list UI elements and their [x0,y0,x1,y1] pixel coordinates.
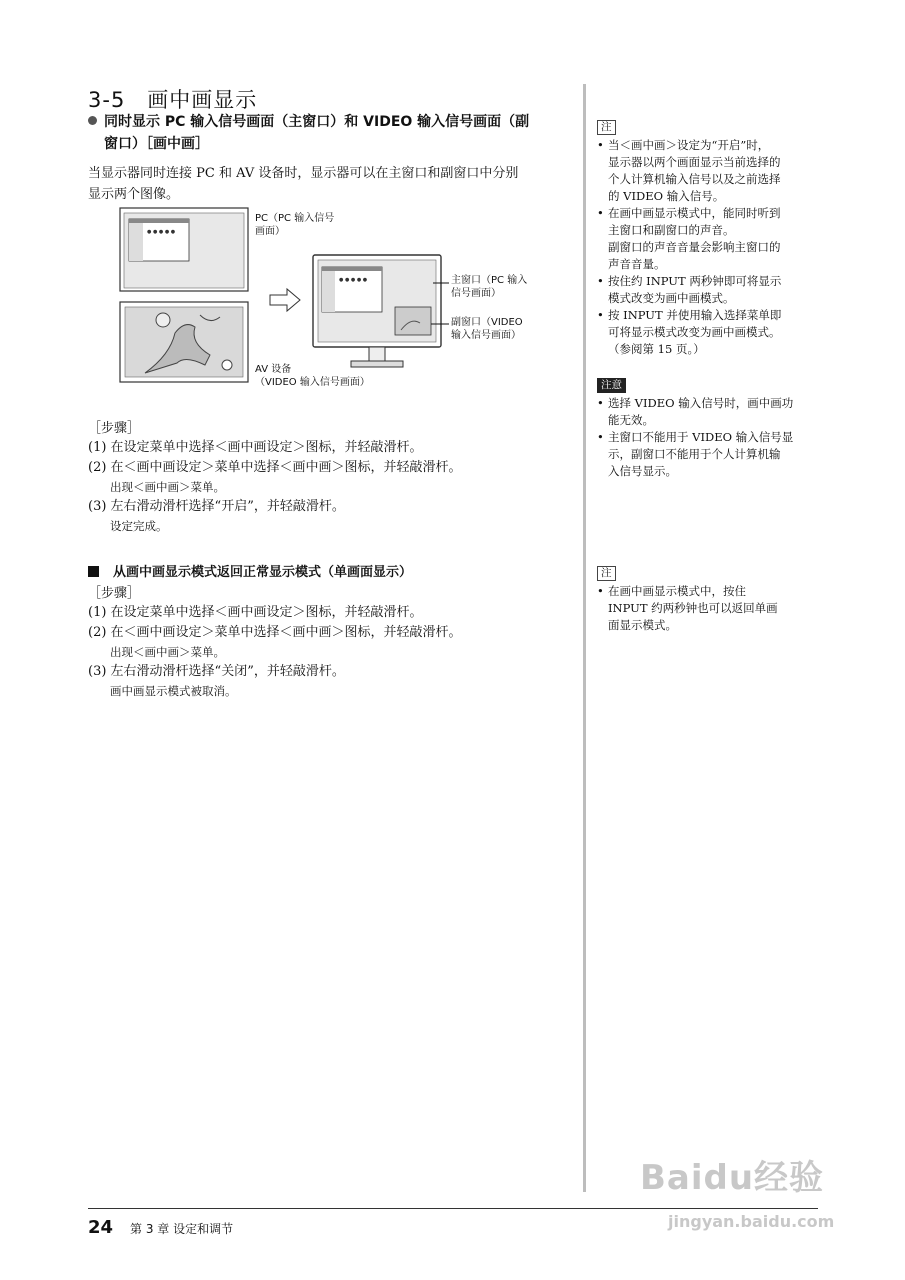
arrow-right-icon [270,289,300,311]
note-tag: 注 [597,566,616,581]
step-1: (1) 在设定菜单中选择＜画中画设定＞图标，并轻敲滑杆。 [88,440,423,455]
steps-header: ［步骤］ [88,421,141,436]
watermark-url: jingyan.baidu.com [668,1212,835,1231]
bullet-dot-icon [88,116,97,125]
caution-item: • 主窗口不能用于 VIDEO 输入信号显 示，副窗口不能用于个人计算机输 入信号显示。 [597,429,823,480]
intro-paragraph: 当显示器同时连接 PC 和 AV 设备时，显示器可以在主窗口和副窗口中分别 显示两个图像。 [88,166,519,202]
square-bullet-icon [88,566,99,577]
sub-window-label-1: 副窗口（VIDEO [451,317,523,328]
step-3: (3) 左右滑动滑杆选择“开启”，并轻敲滑杆。 [88,499,345,514]
note-item: • 在画中画显示模式中，能同时听到 主窗口和副窗口的声音。 副窗口的声音音量会影响主窗口的 声音音量。 [597,205,823,273]
main-window-label-1: 主窗口（PC 输入 [451,275,528,286]
footer-rule [88,1208,818,1209]
pc-label-1: PC（PC 输入信号 [255,213,335,224]
step-2-note: 出现＜画中画＞菜单。 [110,645,225,659]
steps-header: ［步骤］ [88,586,141,601]
sidebar-caution [597,376,823,480]
svg-text:● ● ● ● ●: ● ● ● ● ● [147,229,176,235]
step-2-note: 出现＜画中画＞菜单。 [110,480,225,494]
av-label-2: （VIDEO 输入信号画面） [255,377,370,388]
step-3-note: 设定完成。 [110,519,168,533]
sidebar-note-2 [597,564,823,634]
monitor-image [313,255,441,367]
step-3: (3) 左右滑动滑杆选择“关闭”，并轻敲滑杆。 [88,664,345,679]
section-heading: 同时显示 PC 输入信号画面（主窗口）和 VIDEO 输入信号画面（副 窗口）［画中画］ [88,111,580,155]
pc-screen-image [120,208,248,291]
note-tag: 注 [597,120,616,135]
page-title: 3-5 画中画显示 [88,88,258,112]
column-divider [583,84,586,1192]
procedure-2 [88,561,580,701]
chapter-label: 第 3 章 设定和调节 [130,1222,234,1236]
svg-text:● ● ● ● ●: ● ● ● ● ● [339,277,368,283]
sub-window-label-2: 输入信号画面） [451,330,521,341]
sidebar-note-1 [597,118,823,358]
note-item: • 按住约 INPUT 两秒钟即可将显示 模式改变为画中画模式。 [597,273,823,307]
step-2: (2) 在＜画中画设定＞菜单中选择＜画中画＞图标，并轻敲滑杆。 [88,625,462,640]
section-2-heading: 从画中画显示模式返回正常显示模式（单画面显示） [88,561,580,580]
caution-item: • 选择 VIDEO 输入信号时，画中画功 能无效。 [597,395,823,429]
av-label-1: AV 设备 [255,364,292,375]
note-item: • 在画中画显示模式中，按住 INPUT 约两秒钟也可以返回单画 面显示模式。 [597,583,823,634]
step-2: (2) 在＜画中画设定＞菜单中选择＜画中画＞图标，并轻敲滑杆。 [88,460,462,475]
procedure-1 [88,417,580,536]
step-1: (1) 在设定菜单中选择＜画中画设定＞图标，并轻敲滑杆。 [88,605,423,620]
baidu-watermark: Baidu经验 [640,1158,825,1198]
note-item: • 当＜画中画＞设定为“开启”时， 显示器以两个画面显示当前选择的 个人计算机输入信号以及之前选择 的 VIDEO 输入信号。 [597,137,823,205]
av-device-image [120,302,248,382]
step-3-note: 画中画显示模式被取消。 [110,684,237,698]
caution-tag: 注意 [597,378,626,393]
note-item: • 按 INPUT 并使用输入选择菜单即 可将显示模式改变为画中画模式。 （参阅第 15 页。） [597,307,823,358]
pip-illustration [115,205,555,400]
main-window-label-2: 信号画面） [451,288,501,299]
pc-label-2: 画面） [255,226,285,237]
page-number: 24 [88,1217,114,1238]
